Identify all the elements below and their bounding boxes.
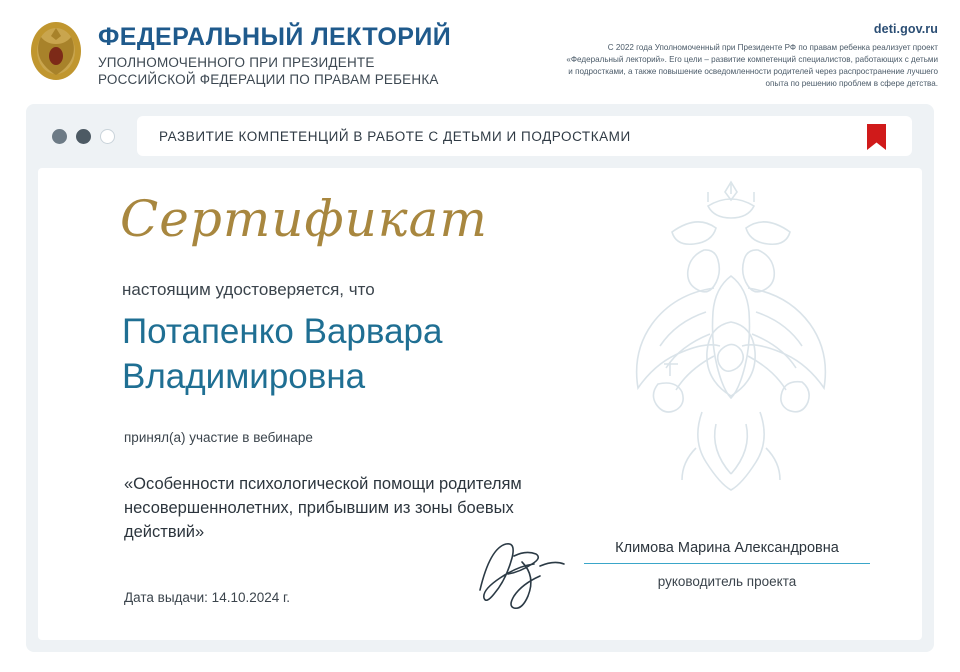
participation-line: принял(а) участие в вебинаре: [124, 430, 313, 445]
certificate-intro-line: настоящим удостоверяется, что: [122, 280, 375, 299]
double-headed-eagle-watermark-icon: [596, 172, 866, 532]
header-title-main: ФЕДЕРАЛЬНЫЙ ЛЕКТОРИЙ: [98, 23, 452, 51]
header-title-sub-line2: РОССИЙСКОЙ ФЕДЕРАЦИИ ПО ПРАВАМ РЕБЕНКА: [98, 72, 439, 88]
window-dot-gray[interactable]: [52, 129, 67, 144]
browser-toolbar: [26, 104, 934, 168]
window-controls: [52, 129, 115, 144]
header-title-sub-line1: УПОЛНОМОЧЕННОГО ПРИ ПРЕЗИДЕНТЕ: [98, 55, 375, 71]
bookmark-icon[interactable]: [867, 124, 886, 150]
address-bar[interactable]: [137, 116, 912, 156]
site-url: deti.gov.ru: [873, 22, 938, 36]
issue-date: Дата выдачи: 14.10.2024 г.: [124, 590, 291, 605]
certificate-body: [38, 168, 922, 640]
project-description: С 2022 года Уполномоченный при Президенте РФ по правам ребенка реализует проект «Федеральный лекторий». Его цели – развитие компетенций специалистов, работающих с детьми и подростками, а также повышение осведомленности родителей через распространение лучшего опыта по решению проблем в сфере детства.: [566, 43, 938, 89]
recipient-name: Потапенко Варвара Владимировна: [122, 312, 443, 396]
window-dot-light[interactable]: [100, 129, 115, 144]
certificate-title: Сертификат: [120, 190, 488, 248]
signature-block: [584, 540, 870, 589]
certificate-sheet: [38, 168, 922, 640]
russian-coat-of-arms-icon: [28, 20, 84, 82]
signer-name: Климова Марина Александровна: [584, 540, 870, 564]
page-header: [0, 0, 960, 100]
signer-role: руководитель проекта: [657, 574, 797, 589]
header-titles: [98, 24, 451, 89]
handwritten-signature-icon: [462, 526, 582, 616]
browser-window: [26, 104, 934, 652]
webinar-topic: «Особенности психологической помощи родителям несовершеннолетних, прибывшим из зоны боевых действий»: [124, 475, 522, 541]
header-title-sub: [98, 55, 451, 89]
address-bar-text: РАЗВИТИЕ КОМПЕТЕНЦИЙ В РАБОТЕ С ДЕТЬМИ И ПОДРОСТКАМИ: [159, 128, 631, 144]
window-dot-dark[interactable]: [76, 129, 91, 144]
header-right-block: [566, 18, 942, 91]
